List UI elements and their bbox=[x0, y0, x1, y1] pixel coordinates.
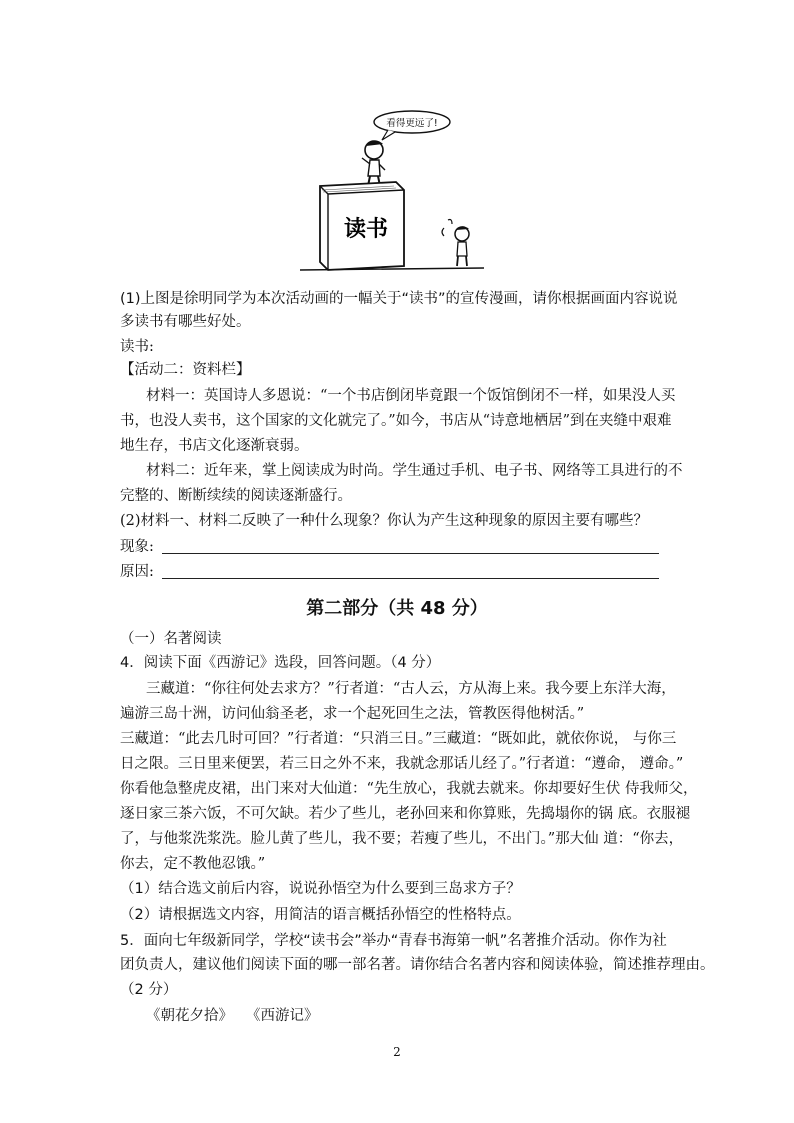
book-option-1: 《朝花夕拾》 bbox=[146, 1008, 233, 1024]
passage-2-line-6: 你去，定不教他忍饿。” bbox=[120, 856, 266, 872]
material-1-line-3: 地生存，书店文化逐渐衰弱。 bbox=[120, 438, 309, 454]
speech-bubble-text: 看得更远了! bbox=[386, 118, 438, 129]
passage-1-line-2: 遍游三岛十洲，访问仙翁圣老，求一个起死回生之法，管教医得他树活。” bbox=[120, 706, 585, 722]
question-5-line-3: （2 分） bbox=[120, 982, 178, 998]
page-number: 2 bbox=[393, 1045, 401, 1059]
material-1-line-1: 材料一：英国诗人多恩说：“一个书店倒闭毕竟跟一个饭馆倒闭不一样，如果没人买 bbox=[146, 388, 676, 404]
question-5-line-1: 5．面向七年级新同学，学校“读书会”举办“青春书海第一帆”名著推介活动。你作为社 bbox=[120, 933, 667, 949]
passage-2-line-1: 三藏道：“此去几时可回？”行者道：“只消三日。”三藏道：“既如此，就依你说， 与你三 bbox=[120, 731, 677, 747]
passage-2-line-5: 了，与他浆洗浆洗。脸儿黄了些儿，我不要；若瘦了些儿，不出门。”那大仙 道：“你去， bbox=[120, 831, 684, 847]
phenomenon-answer-line[interactable] bbox=[162, 553, 659, 554]
section-classics-reading: （一）名著阅读 bbox=[120, 631, 222, 647]
question-4: 4．阅读下面《西游记》选段，回答问题。（4 分） bbox=[120, 655, 441, 671]
material-2-line-1: 材料二：近年来，掌上阅读成为时尚。学生通过手机、电子书、网络等工具进行的不 bbox=[146, 463, 683, 479]
answer-label-reading: 读书: bbox=[120, 339, 154, 355]
phenomenon-label: 现象: bbox=[120, 539, 154, 555]
activity-2-title: 【活动二：资料栏】 bbox=[120, 362, 251, 378]
material-2-line-2: 完整的、断断续续的阅读逐渐盛行。 bbox=[120, 488, 352, 504]
part-2-title: 第二部分（共 48 分） bbox=[306, 598, 488, 619]
material-1-line-2: 书，也没人卖书，这个国家的文化就完了。”如今，书店从“诗意地栖居”到在夹缝中艰难 bbox=[120, 413, 672, 429]
reading-cartoon bbox=[292, 108, 492, 278]
sub-question-2: （2）请根据选文内容，用简洁的语言概括孙悟空的性格特点。 bbox=[120, 907, 521, 923]
sub-question-1: （1）结合选文前后内容，说说孙悟空为什么要到三岛求方子？ bbox=[120, 881, 521, 897]
question-2: (2)材料一、材料二反映了一种什么现象？你认为产生这种现象的原因主要有哪些？ bbox=[120, 513, 649, 529]
passage-2-line-2: 日之限。三日里来便罢，若三日之外不来，我就念那话儿经了。”行者道：“遵命， 遵命。” bbox=[120, 756, 684, 772]
passage-1-line-1: 三藏道：“你往何处去求方？”行者道：“古人云，方从海上来。我今要上东洋大海， bbox=[146, 681, 676, 697]
question-1-line-1: (1)上图是徐明同学为本次活动画的一幅关于“读书”的宣传漫画，请你根据画面内容说说 bbox=[120, 291, 678, 307]
passage-2-line-4: 逐日家三茶六饭，不可欠缺。若少了些儿，老孙回来和你算账，先捣塌你的锅 底。衣服褪 bbox=[120, 806, 691, 822]
book-label: 读书 bbox=[343, 217, 389, 242]
question-5-line-2: 团负责人，建议他们阅读下面的哪一部名著。请你结合名著内容和阅读体验，简述推荐理由。 bbox=[120, 957, 715, 973]
reason-label: 原因: bbox=[120, 564, 154, 580]
book-option-2: 《西游记》 bbox=[246, 1008, 319, 1024]
passage-2-line-3: 你看他急整虎皮裙，出门来对大仙道：“先生放心，我就去就来。你却要好生伏 侍我师父， bbox=[120, 781, 698, 797]
question-1-line-2: 多读书有哪些好处。 bbox=[120, 314, 251, 330]
reason-answer-line[interactable] bbox=[162, 578, 659, 579]
